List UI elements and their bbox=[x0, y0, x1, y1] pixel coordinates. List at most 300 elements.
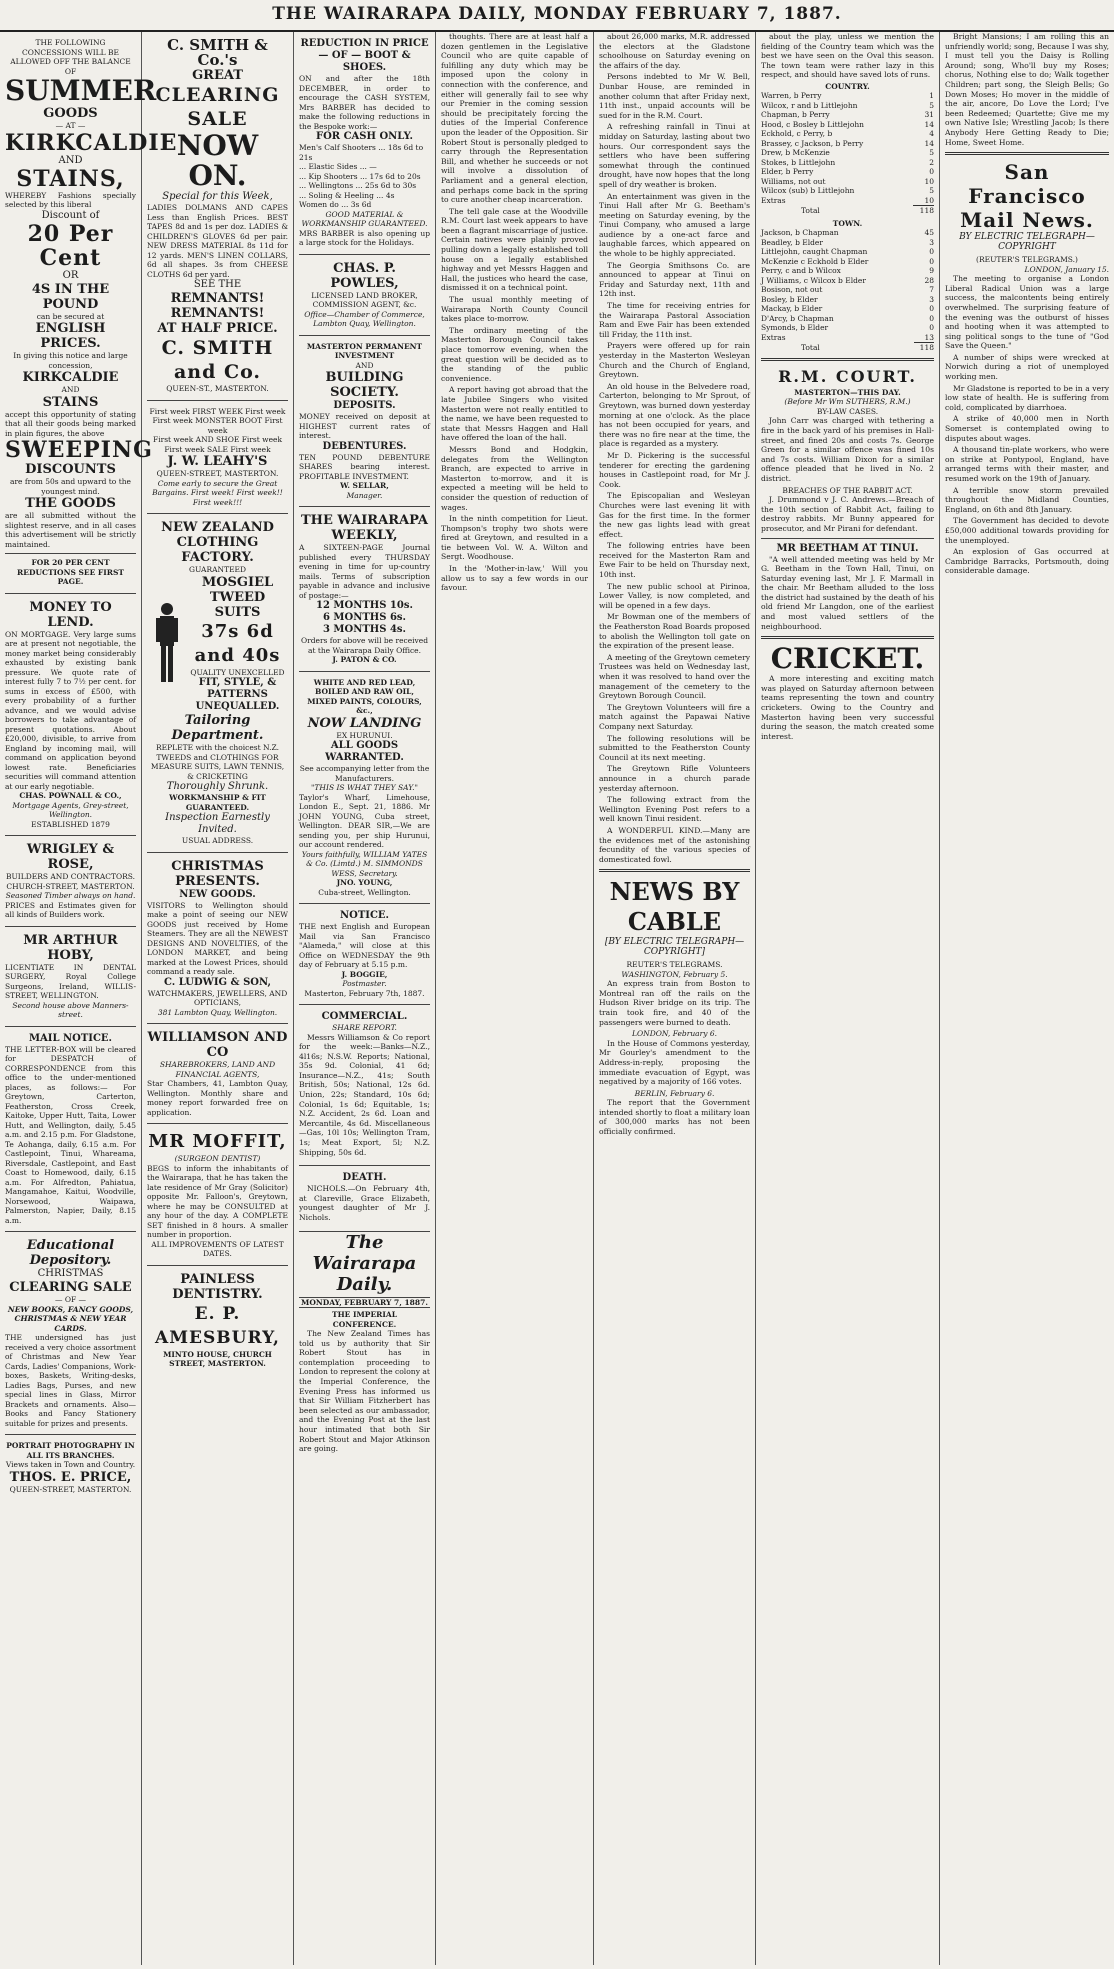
news-paragraph: The following extract from the Wellington Evening Post refers to a well known Tinui resident. bbox=[599, 795, 750, 824]
sf-paragraph: A strike of 40,000 men in North Somerset is contemplated owing to disputes about wages. bbox=[945, 414, 1109, 443]
commercial-body: Messrs Williamson & Co report for the week:—Banks—N.Z., 4l16s; N.S.W. Reports; National, 35s 9d. Colonial, 41 6d; Insurance—N.Z., 41s; South British, 50s; National, 12s 6d. Union, 22s; Standard, 10s 6d; Colonial, 1s 6d; Equitable, 1s; N.Z. Accident, 2s 6d. Loan and Mercantile, 4s 6d. Miscellaneous—Gas, 10l 10s; Wellington Tram, 1s; Meat Export, 5l; N.Z. Shipping, 50s 6d. bbox=[299, 1032, 430, 1157]
batsman-name: Hood, c Bosley b Littlejohn bbox=[761, 119, 864, 129]
powles-title: CHAS. P. POWLES, bbox=[330, 260, 399, 291]
score-row bbox=[761, 266, 934, 276]
batsman-runs: 5 bbox=[929, 100, 934, 110]
batsman-runs: 0 bbox=[929, 247, 934, 257]
depository-body: THE undersigned has just received a very choice assortment of Christmas and New Year Cards, Ladies' Companions, Work-boxes, Baskets, Writing-desks, Ladies Bags, Purses, and new special lines in Glass, Mirror Brackets and ornaments. Also—Books and Fancy Stationery suitable for prizes and presents. bbox=[5, 1333, 136, 1428]
notice-body: THE next English and European Mail via San Francisco "Alameda," will close at this Office on WEDNESDAY the 9th day of February at 5.15 p.m. bbox=[299, 922, 430, 969]
news-paragraph: A refreshing rainfall in Tinui at midday on Saturday, lasting about two hours. Our correspondent says the settlers who have been suffering somewhat through the continued drought, have now hopes that the long spell of dry weather is broken. bbox=[599, 122, 750, 189]
commercial-section bbox=[299, 1005, 430, 1166]
score-row bbox=[761, 177, 934, 187]
ad-and2: AND bbox=[61, 385, 80, 394]
batsman-name: Drew, b McKenzie bbox=[761, 148, 830, 158]
reduction-forcash: FOR CASH ONLY. bbox=[315, 131, 414, 142]
editorial bbox=[299, 1232, 430, 1454]
wrigley-title: WRIGLEY & ROSE, bbox=[26, 842, 115, 872]
moffit-sub: (SURGEON DENTIST) bbox=[174, 1154, 261, 1163]
score-row bbox=[761, 238, 934, 248]
price-addr: QUEEN-STREET, MASTERTON. bbox=[9, 1484, 132, 1494]
money-body: ON MORTGAGE. Very large sums are at present not negotiable, the money market being considerably exhausted by existing bank pressure. We quote rate of interest fully 7 to 7½ per cent. for sums in excess of £500, with every probability of a further advance, and we would advise borrowers to take advantage of present quotations. About £20,000, divisible, to arrive from England by incoming mail, will command on application beyond lowest rate. Beneficiaries securities will command attention at our early negotiable. bbox=[5, 629, 136, 791]
weekly-m12: 12 MONTHS 10s. bbox=[316, 600, 413, 611]
rm-court-paragraph: John Carr was charged with tethering a fire in the back yard of his premises in Hall-street, and fined 20s and costs 7s. George Green for a similar offence was fined 10s and 7s costs. William Dixon for a similar offence pleaded that he lived in No. 2 district. bbox=[761, 416, 934, 484]
powles-ad bbox=[299, 255, 430, 336]
smith-great: GREAT bbox=[192, 68, 243, 83]
paper-date: MONDAY, FEBRUARY 7, 1887. bbox=[299, 1297, 430, 1309]
painless-addr: MINTO HOUSE, CHURCH STREET, MASTERTON. bbox=[163, 1349, 272, 1368]
score-row bbox=[761, 120, 934, 130]
ad-pound: 4S IN THE POUND bbox=[31, 281, 110, 312]
batsman-name: Beadley, b Elder bbox=[761, 237, 823, 247]
article-paragraph: thoughts. There are at least half a dozen gentlemen in the Legislative Council who are quite capable of fulfilling any duty which may be imposed upon the colony in connection with the conference, and either will generally fail to see why our Premier in the coming session should be precipitately forcing the duties of the Imperial Conference upon the leader of the Opposition. Sir Robert Stout is personally pledged to carry through the Representation Bill, and whether he succeeds or not will involve a dissolution of Parliament and a general election, and perhaps come back in the spring to cure another cheap incarceration. bbox=[441, 32, 588, 205]
news-paragraph: The Episcopalian and Wesleyan Churches were last evening lit with Gas for the first time. In the former the new gas lights lead with great effect. bbox=[599, 491, 750, 539]
news-paragraph: The Greytown Rifle Volunteers announce in a church parade yesterday afternoon. bbox=[599, 764, 750, 793]
ad-english: ENGLISH PRICES. bbox=[35, 321, 106, 351]
christmas-firm: C. LUDWIG & SON, bbox=[164, 976, 271, 988]
score-total-row bbox=[761, 206, 934, 216]
price-name: THOS. E. PRICE, bbox=[9, 1469, 132, 1485]
ad-discount: Discount of bbox=[41, 209, 100, 221]
batsman-name: Bosley, b Elder bbox=[761, 294, 818, 304]
column-4 bbox=[436, 32, 594, 1965]
batsman-name: Wilcox, r and b Littlejohn bbox=[761, 100, 858, 110]
mail-close-notice bbox=[299, 904, 430, 1005]
wrigley-ad bbox=[5, 836, 136, 927]
lead-line2: BOILED AND RAW OIL, bbox=[314, 687, 415, 696]
cable-dateline: WASHINGTON, February 5. bbox=[621, 969, 728, 979]
mail-body: THE LETTER-BOX will be cleared for DESPATCH of CORRESPONDENCE from this office to the under-mentioned places, as follows:— For Greytown, Carterton, Featherston, Cross Creek, Kaitoke, Upper Hutt, Taita, Lower Hutt, and Wellington, daily, 5.45 a.m. and 2.15 p.m. For Gladstone, Te Aohanga, daily, 6.15 a.m. For Castlepoint, Tinui, Whareama, Riversdale, Castlepoint, and East Coast to Homewood, daily, 6.15 a.m. For Alfredton, Pahiatua, Mangamahoe, Kaitui, Woodville, Norsewood, Waipawa, Palmerston, Napier, Daily, 8.15 a.m. bbox=[5, 1044, 136, 1225]
paper-title: The Wairarapa Daily. bbox=[312, 1231, 417, 1295]
christmas-addr: 381 Lambton Quay, Wellington. bbox=[157, 1007, 278, 1017]
smith-items: LADIES DOLMANS AND CAPES Less than English Prices. BEST TAPES 8d and 1s per doz. LADIES & CHILDREN'S GLOVES 6d per pair. NEW DRESS MATERIAL 8s 11d for 12 yards. MEN'S LINEN COLLARS, 6d all shapes. 3s from CHEESE CLOTHS 6d per yard. bbox=[147, 203, 288, 279]
powles-office: Office—Chamber of Commerce, Lambton Quay, Wellington. bbox=[304, 309, 425, 328]
moffit-body: BEGS to inform the inhabitants of the Wairarapa, that he has taken the late residence of Mr Gray (Solicitor) opposite Mr. Falloon's, Greytown, where he may be CONSULTED at any hour of the day. A COMPLETE SET finished in 8 hours. A smaller number in proportion. bbox=[147, 1163, 288, 1239]
smith-special: Special for this Week, bbox=[162, 191, 273, 202]
notice-date: Masterton, February 7th, 1887. bbox=[304, 988, 425, 998]
cable-dateline: LONDON, February 6. bbox=[632, 1029, 717, 1039]
wrigley-addr: CHURCH-STREET, MASTERTON. bbox=[6, 881, 135, 891]
society-deb: DEBENTURES. bbox=[322, 440, 407, 452]
ad-discounts: DISCOUNTS bbox=[25, 462, 116, 477]
batsman-name: Warren, b Perry bbox=[761, 91, 822, 101]
reduction-body: ON and after the 18th DECEMBER, in order to encourage the CASH SYSTEM, Mrs BARBER has decided to make the following reductions in the Bespoke work:— bbox=[299, 74, 430, 131]
leahy-ad bbox=[147, 401, 288, 515]
total-label: Total bbox=[801, 343, 820, 353]
score-row bbox=[761, 186, 934, 196]
score-row bbox=[761, 257, 934, 267]
ad-body5: are all submitted without the slightest reserve, and in all cases this advertisement will be strictly maintained. bbox=[5, 511, 136, 549]
weekly-body: A SIXTEEN-PAGE Journal published every THURSDAY evening in time for up-country mails. Terms of subscription payable in advance and inclusive of postage:— bbox=[299, 543, 430, 600]
clothing-usual: USUAL ADDRESS. bbox=[181, 836, 254, 845]
smith-see: SEE THE bbox=[193, 279, 242, 290]
batsman-runs: 7 bbox=[929, 285, 934, 295]
score-row bbox=[761, 101, 934, 111]
score-row bbox=[761, 323, 934, 333]
score-row bbox=[761, 314, 934, 324]
article-paragraph: Messrs Bond and Hodgkin, delegates from the Wellington Branch, are expected to arrive in Masterton to-morrow, and it is expected a meeting will be held to consider the question of reduction of wages. bbox=[441, 444, 588, 512]
score-row bbox=[761, 110, 934, 120]
weekly-ad bbox=[299, 507, 430, 672]
mail-notice bbox=[5, 1027, 136, 1233]
masthead: THE WAIRARAPA DAILY, MONDAY FEBRUARY 7, 1887. bbox=[0, 0, 1114, 32]
sf-paragraph: The Government has decided to devote £50,000 additional towards providing for the unemployed. bbox=[945, 516, 1109, 545]
weekly-title: THE WAIRARAPA WEEKLY, bbox=[300, 513, 429, 543]
batsman-name: Perry, c and b Wilcox bbox=[761, 266, 841, 276]
christmas-role: WATCHMAKERS, JEWELLERS, AND OPTICIANS, bbox=[147, 988, 288, 1007]
lead-ex: EX HURUNUI. bbox=[336, 730, 393, 740]
batsman-name: Extras bbox=[761, 333, 786, 343]
batsman-name: J Williams, c Wilcox b Elder bbox=[761, 275, 866, 285]
article-paragraph: In the ninth competition for Lieut. Thompson's trophy two shots were fired at Greytown, and resulted in a tie between Vol. W. A. Wilton and Sergt. Woodhouse. bbox=[441, 514, 588, 562]
batsman-name: Chapman, b Perry bbox=[761, 110, 830, 120]
price-line1: PORTRAIT PHOTOGRAPHY IN ALL ITS BRANCHES. bbox=[6, 1441, 135, 1460]
leahy-rows: First week FIRST WEEK First week First week MONSTER BOOT First week First week AND SHOE First week First week SALE First week bbox=[149, 406, 286, 454]
column-5 bbox=[594, 32, 756, 1965]
hoby-note: Second house above Manners-street. bbox=[12, 1000, 129, 1019]
ad-kirkcaldie: KIRKCALDIE bbox=[5, 129, 178, 156]
rm-court-paragraph: J. Drummond v J. C. Andrews.—Breach of the 10th section of Rabbit Act, failing to destroy rabbits. Mr Bunny appeared for prosecutor, and Mr Pirani for defendant. bbox=[761, 495, 934, 533]
beetham-paragraph: "A well attended meeting was held by Mr G. Beetham in the Town Hall, Tinui, on Saturday evening last, Mr J. F. Marmall in the chair. Mr Beetham alluded to the loss the district had sustained by the death of his old friend Mr Langdon, one of the earliest and most valued settlers of the neighbourhood. bbox=[761, 554, 934, 631]
news-paragraph: The Georgia Smithsons Co. are announced to appear at Tinui on Friday and Saturday next, 11th and 12th inst. bbox=[599, 260, 750, 299]
death-body: NICHOLS.—On February 4th, at Clareville, Grace Elizabeth, youngest daughter of Mr J. Nichols. bbox=[299, 1184, 430, 1222]
lead-see: See accompanying letter from the Manufacturers. bbox=[299, 764, 430, 783]
score-row bbox=[761, 304, 934, 314]
wrigley-note: Seasoned Timber always on hand. bbox=[5, 891, 136, 900]
country-heading: COUNTRY. bbox=[825, 81, 870, 91]
sf-paragraph: A terrible snow storm prevailed throughout the Midland Counties, England, on 6th and 8th January. bbox=[945, 485, 1109, 514]
batsman-runs: 2 bbox=[929, 157, 934, 167]
score-total-row bbox=[761, 343, 934, 353]
column-7 bbox=[940, 32, 1114, 1965]
clothing-quality: QUALITY UNEXCELLED bbox=[190, 667, 285, 677]
news-paragraph: The new public school at Pirinoa, Lower Valley, is now completed, and will be opened in a few days. bbox=[599, 581, 750, 610]
batsman-name: D'Arcy, b Chapman bbox=[761, 313, 834, 323]
score-row bbox=[761, 148, 934, 158]
man-in-suit-illustration bbox=[147, 599, 187, 689]
reduction-list: Men's Calf Shooters ... 18s 6d to 21s ... Elastic Sides ... — ... Kip Shooters ... 17s 6d to 20s ... Wellingtons ... 25s 6d to 30s ... Soling & Heeling ... 4s Women do ... 3s 6d bbox=[299, 143, 424, 209]
smith-remnants: REMNANTS! REMNANTS! bbox=[170, 291, 265, 321]
paper-body: The New Zealand Times has told us by authority that Sir Robert Stout has in contemplation proceeding to London to represent the colony at the Imperial Conference, the Evening Press has informed us that Sir William Fitzherbert has been selected as our ambassador, and the Evening Post at the last hour intimated that both Sir Robert Stout and Major Atkinson are going. bbox=[299, 1329, 430, 1454]
ad-at: — AT — bbox=[55, 121, 86, 130]
smith-name: C. SMITH & Co.'s bbox=[167, 36, 268, 69]
score-row bbox=[761, 295, 934, 305]
batsman-runs: 28 bbox=[924, 275, 934, 285]
batsman-name: McKenzie c Eckhold b Elder bbox=[761, 256, 869, 266]
moffit-note: ALL IMPROVEMENTS OF LATEST DATES. bbox=[151, 1239, 284, 1258]
depository-sub: CHRISTMAS bbox=[37, 1268, 104, 1279]
hoby-ad bbox=[5, 927, 136, 1027]
depository-clearing: CLEARING SALE bbox=[9, 1280, 132, 1295]
cricket-title: CRICKET. bbox=[770, 642, 925, 676]
ad-goods: GOODS bbox=[43, 106, 98, 121]
depository-of: — OF — bbox=[54, 1295, 87, 1304]
mail-title: MAIL NOTICE. bbox=[28, 1032, 113, 1044]
column-2 bbox=[142, 32, 294, 1965]
ad-or: OR bbox=[62, 269, 79, 281]
clothing-price: 37s 6d and 40s bbox=[194, 620, 281, 666]
notice-title: NOTICE. bbox=[339, 910, 390, 921]
lead-addr: Cuba-street, Wellington. bbox=[318, 887, 411, 897]
batsman-runs: 5 bbox=[929, 148, 934, 158]
sf-agency: (REUTER'S TELEGRAMS.) bbox=[976, 255, 1078, 265]
ad-body2: In giving this notice and large concession, bbox=[13, 351, 128, 370]
weekly-m3: 3 MONTHS 4s. bbox=[322, 624, 407, 635]
reduction-note: GOOD MATERIAL & WORKMANSHIP GUARANTEED. bbox=[301, 209, 428, 228]
batsman-runs: 0 bbox=[929, 323, 934, 333]
smith-half: AT HALF PRICE. bbox=[157, 321, 278, 336]
lead-name: JNO. YOUNG, bbox=[336, 878, 393, 887]
batsman-name: Williams, not out bbox=[761, 176, 826, 186]
batsman-runs: 0 bbox=[929, 167, 934, 177]
painless-dentistry-ad bbox=[147, 1266, 288, 1375]
batsman-name: Wilcox (sub) b Littlejohn bbox=[761, 186, 855, 196]
cable-paragraph: In the House of Commons yesterday, Mr Gourley's amendment to the Address-in-reply, proposing the immediate evacuation of Egypt, was negatived by a majority of 166 votes. bbox=[599, 1038, 750, 1087]
ad-thegoods: THE GOODS bbox=[25, 496, 116, 511]
batsman-name: Mackay, b Elder bbox=[761, 304, 823, 314]
batsman-runs: 0 bbox=[929, 256, 934, 266]
article-paragraph: In the 'Mother-in-law,' Will you allow us to say a few words in our favour. bbox=[441, 564, 588, 593]
rm-court-sub: MASTERTON—THIS DAY. bbox=[794, 387, 901, 397]
cricket-paragraph: A more interesting and exciting match was played on Saturday afternoon between teams representing the town and country cricketers. Owing to the Country and Masterton having been very successful during the season, the match created some interest. bbox=[761, 674, 934, 741]
moffit-title: MR MOFFIT, bbox=[148, 1131, 287, 1152]
country-scorecard bbox=[761, 91, 934, 216]
depository-title: Educational Depository. bbox=[26, 1238, 115, 1268]
town-scorecard bbox=[761, 228, 934, 353]
batsman-name: Bosison, not out bbox=[761, 285, 823, 295]
lead-line1: WHITE AND RED LEAD, bbox=[313, 677, 416, 687]
lead-sign: Yours faithfully, WILLIAM YATES & Co. (Limtd.) M. SIMMONDS WESS, Secretary. bbox=[301, 849, 428, 878]
money-est: ESTABLISHED 1879 bbox=[31, 819, 110, 829]
williamson-sub: SHAREBROKERS, LAND AND FINANCIAL AGENTS, bbox=[159, 1060, 276, 1079]
ad-intro: THE FOLLOWING CONCESSIONS WILL BE ALLOWED OFF THE BALANCE OF bbox=[10, 38, 131, 76]
sf-paragraph: The meeting to organise a London Liberal Radical Union was a large success, the malcontents being entirely overwhelmed. The surprising feature of the evening was the outburst of hisses and hooting when it was attempted to sing political songs to the tune of "God Save the Queen." bbox=[945, 274, 1109, 351]
clothing-fit: FIT, STYLE, & PATTERNS UNEQUALLED. bbox=[195, 677, 280, 712]
ad-stains: STAINS, bbox=[16, 165, 125, 192]
society-title1: MASTERTON PERMANENT INVESTMENT bbox=[306, 341, 423, 360]
cable-dateline: BERLIN, February 6. bbox=[634, 1088, 715, 1098]
ad-and: AND bbox=[58, 154, 83, 166]
lead-body: Taylor's Wharf, Limehouse, London E., Sept. 21, 1886. Mr JOHN YOUNG, Cuba street, Wellington. DEAR SIR,—We are sending you, per ship Hurunui, our account rendered. bbox=[299, 792, 430, 849]
score-row bbox=[761, 129, 934, 139]
clothing-tailoring: Tailoring Department. bbox=[171, 713, 264, 743]
notice-name: J. BOGGIE, bbox=[341, 969, 388, 979]
score-row bbox=[761, 91, 934, 101]
score-row bbox=[761, 228, 934, 238]
reduction-title: REDUCTION IN PRICE bbox=[300, 38, 429, 49]
score-row bbox=[761, 285, 934, 295]
wrigley-body: PRICES and Estimates given for all kinds of Builders work. bbox=[5, 900, 136, 919]
total-runs: 118 bbox=[914, 343, 934, 353]
money-to-lend-ad bbox=[5, 594, 136, 837]
clothing-suits: MOSGIEL TWEED SUITS bbox=[201, 574, 274, 620]
society-title2: AND bbox=[355, 360, 374, 370]
batsman-runs: 14 bbox=[924, 138, 934, 148]
batsman-runs: 14 bbox=[924, 119, 934, 129]
beetham-title: MR BEETHAM AT TINUI. bbox=[776, 542, 919, 554]
score-row bbox=[761, 158, 934, 168]
column-6 bbox=[756, 32, 940, 1965]
sf-title: San Francisco Mail News. bbox=[960, 160, 1094, 233]
batsman-runs: 13 bbox=[924, 332, 934, 342]
weekly-name: J. PATON & CO. bbox=[332, 655, 397, 664]
batsman-name: Brassey, c Jackson, b Perry bbox=[761, 138, 864, 148]
ad-kirk2: KIRKCALDIE bbox=[22, 370, 119, 385]
batsman-name: Elder, b Perry bbox=[761, 167, 814, 177]
ad-summer: SUMMER bbox=[5, 74, 157, 107]
batsman-runs: 45 bbox=[924, 228, 934, 238]
sf-sub: BY ELECTRIC TELEGRAPH—COPYRIGHT bbox=[959, 232, 1095, 253]
batsman-name: Eckhold, c Perry, b bbox=[761, 129, 833, 139]
smith-sale-ad bbox=[147, 32, 288, 401]
batsman-runs: 31 bbox=[924, 110, 934, 120]
leahy-addr: QUEEN-STREET, MASTERTON. bbox=[156, 469, 279, 478]
clothing-replete: REPLETE with the choicest N.Z. TWEEDS and CLOTHINGS FOR MEASURE SUITS, LAWN TENNIS, & CRICKETING bbox=[150, 743, 285, 781]
paper-heading: THE IMPERIAL CONFERENCE. bbox=[332, 1310, 397, 1329]
hoby-title: MR ARTHUR HOBY, bbox=[23, 932, 118, 963]
news-paragraph: about 26,000 marks, M.R. addressed the electors at the Gladstone schoolhouse on Saturday evening on the affairs of the day. bbox=[599, 32, 750, 70]
batsman-runs: 1 bbox=[929, 91, 934, 101]
batsman-name: Extras bbox=[761, 196, 786, 206]
ad-body3: accept this opportunity of stating that all their goods being marked in plain figures, the above bbox=[5, 409, 136, 438]
painless-name: E. P. AMESBURY, bbox=[155, 1303, 280, 1348]
commercial-sub: SHARE REPORT. bbox=[332, 1023, 397, 1032]
lead-line3: MIXED PAINTS, COLOURS, &c., bbox=[307, 696, 422, 715]
sf-paragraph: A number of ships were wrecked at Norwich during a riot of unemployed working men. bbox=[945, 352, 1109, 382]
society-body: MONEY received on deposit at HIGHEST current rates of interest. bbox=[299, 412, 430, 440]
ad-footer: FOR 20 PER CENT REDUCTIONS SEE FIRST PAGE. bbox=[17, 558, 124, 586]
batsman-name: Jackson, b Chapman bbox=[761, 228, 839, 238]
christmas-sub: NEW GOODS. bbox=[179, 888, 256, 900]
batsman-runs: 0 bbox=[929, 313, 934, 323]
cable-paragraph: The report that the Government intended shortly to float a military loan of 300,000 marks has not been officially confirmed. bbox=[599, 1098, 750, 1136]
news-paragraph: Mr D. Pickering is the successful tenderer for erecting the gardening houses in Castlepoint road, for Mr J. Cook. bbox=[599, 450, 750, 489]
score-row bbox=[761, 247, 934, 257]
society-body2: TEN POUND DEBENTURE SHARES bearing interest. PROFITABLE INVESTMENT. bbox=[299, 452, 430, 481]
total-runs: 118 bbox=[913, 206, 934, 216]
money-title: MONEY TO LEND. bbox=[29, 599, 112, 630]
notice-role: Postmaster. bbox=[342, 979, 387, 988]
christmas-body: VISITORS to Wellington should make a point of seeing our NEW GOODS just received by Home Steamers. They are all the NEWEST DESIGNS AND NOVELTIES, of the LONDON MARKET, and being marked at the Lowest Prices, should command a ready sale. bbox=[147, 900, 288, 976]
batsman-name: Littlejohn, caught Chapman bbox=[761, 247, 868, 257]
sf-paragraph: A thousand tin-plate workers, who were on strike at Pontypool, England, have arranged terms with their master, and resumed work on the 19th of January. bbox=[945, 445, 1109, 483]
kirkcaldie-summer-ad bbox=[5, 32, 178, 594]
total-label: Total bbox=[801, 206, 820, 216]
rm-court-before: (Before Mr Wm SUTHERS, R.M.) bbox=[784, 397, 911, 407]
article-paragraph: The ordinary meeting of the Masterton Borough Council takes place tomorrow evening, when the great question will be decided as to the standing of the public convenience. bbox=[441, 325, 588, 383]
christmas-presents-ad bbox=[147, 853, 288, 1025]
news-paragraph: A WONDERFUL KIND.—Many are the evidences met of the astonishing fecundity of the various species of domesticated fowl. bbox=[599, 825, 750, 864]
cable-agency: REUTER'S TELEGRAMS. bbox=[626, 960, 723, 970]
smith-clearing: CLEARING SALE bbox=[155, 84, 280, 130]
wrigley-sub: BUILDERS AND CONTRACTORS. bbox=[5, 872, 136, 881]
batsman-runs: 3 bbox=[929, 237, 934, 247]
building-society-ad bbox=[299, 336, 430, 508]
article-paragraph: The tell gale case at the Woodville R.M. Court last week appears to have been a flagrant miscarriage of justice. Certain natives were plainly proved pulling down a legally established toll house on a legally established highway and yet Messrs Haggen and Hall, the justices who heard the case, dismissed it on a technical point. bbox=[441, 206, 588, 293]
news-paragraph: An entertainment was given in the Tinui Hall after Mr G. Beetham's meeting on Saturday evening, by the Tinui Company, who amused a large audience by a one-act farce and laughable farces, which appeared on the whole to be highly appreciated. bbox=[599, 191, 750, 259]
lead-all: ALL GOODS WARRANTED. bbox=[325, 740, 404, 763]
batsman-runs: 10 bbox=[924, 176, 934, 186]
score-row bbox=[761, 167, 934, 177]
lead-quote: "THIS IS WHAT THEY SAY." bbox=[310, 783, 419, 792]
clothing-workmanship: WORKMANSHIP & FIT GUARANTEED. bbox=[169, 793, 266, 812]
boot-reduction-ad bbox=[299, 32, 430, 255]
sf-paragraph: Mr Gladstone is reported to be in a very low state of health. He is suffering from cold, complicated by diarrhoea. bbox=[945, 383, 1109, 412]
town-heading: TOWN. bbox=[832, 218, 863, 228]
news-paragraph: The following resolutions will be submitted to the Featherston County Council at its next meeting. bbox=[599, 733, 750, 762]
money-firm: CHAS. POWNALL & CO., bbox=[19, 791, 122, 800]
batsman-runs: 4 bbox=[929, 129, 934, 139]
williamson-ad bbox=[147, 1024, 288, 1124]
depository-ad bbox=[5, 1232, 136, 1435]
score-row bbox=[761, 276, 934, 286]
price-line2: Views taken in Town and Country. bbox=[5, 1460, 136, 1469]
score-row bbox=[761, 139, 934, 149]
news-paragraph: Persons indebted to Mr W. Bell, Dunbar House, are reminded in another column that after Friday next, 11th inst., unpaid accounts will be sued for in the R.M. Court. bbox=[599, 72, 750, 120]
news-paragraph: The time for receiving entries for the Wairarapa Pastoral Association Ram and Ewe Fair has been extended till Friday, the 11th inst. bbox=[599, 301, 750, 339]
column-3 bbox=[294, 32, 436, 1965]
leahy-name: J. W. LEAHY'S bbox=[167, 454, 268, 469]
cable-sub: [BY ELECTRIC TELEGRAPH—COPYRIGHT] bbox=[604, 937, 745, 958]
death-title: DEATH. bbox=[342, 1172, 387, 1184]
clothing-shrunk: Thoroughly Shrunk. bbox=[166, 781, 269, 792]
cricket-paragraph: about the play, unless we mention the fielding of the Country team which was the best we have seen on the Oval this season. The town team were rather lazy in this respect, and should have saved lots of runs. bbox=[761, 32, 934, 80]
society-role: Manager. bbox=[346, 490, 383, 500]
painless-title: PAINLESS DENTISTRY. bbox=[172, 1271, 263, 1302]
lead-landing: NOW LANDING bbox=[307, 715, 422, 731]
column-1 bbox=[0, 32, 178, 1965]
clothing-factory-ad bbox=[147, 514, 288, 853]
clothing-invited: Inspection Earnestly Invited. bbox=[165, 812, 270, 835]
williamson-body: Star Chambers, 41, Lambton Quay, Wellington. Monthly share and money report forwarded free on application. bbox=[147, 1079, 288, 1117]
hoby-body: LICENTIATE IN DENTAL SURGERY, Royal College Surgeons, Ireland, WILLIS-STREET, WELLINGTON. bbox=[5, 962, 136, 1000]
batsman-runs: 3 bbox=[929, 294, 934, 304]
smith-addr: QUEEN-ST., MASTERTON. bbox=[166, 384, 269, 393]
reduction-note2: MRS BARBER is also opening up a large stock for the Holidays. bbox=[299, 228, 430, 247]
news-paragraph: An old house in the Belvedere road, Carterton, belonging to Mr Sprout, of Greytown, was burned down yesterday morning at one o'clock. As the place has not been occupied for years, and there was no fire near at the time, the place is regarded as a mystery. bbox=[599, 381, 750, 449]
news-paragraph: The following entries have been received for the Masterton Ram and Ewe Fair to be held on Thursday next, 10th inst. bbox=[599, 541, 750, 580]
batsman-runs: 0 bbox=[929, 304, 934, 314]
score-row bbox=[761, 333, 934, 343]
news-paragraph: Mr Bowman one of the members of the Featherston Road Boards proposed to abolish the Wellington toll gate on the expiration of the present lease. bbox=[599, 612, 750, 651]
rm-court-breach: BREACHES OF THE RABBIT ACT. bbox=[782, 485, 913, 495]
sf-dateline: LONDON, January 15. bbox=[1024, 264, 1109, 274]
ad-reckoned: can be secured at bbox=[36, 311, 105, 321]
clothing-guar: GUARANTEED bbox=[188, 565, 247, 574]
news-paragraph: A meeting of the Greytown cemetery Trustees was held on Wednesday last, when it was resolved to hand over the management of the cemetery to the Greytown Borough Council. bbox=[599, 652, 750, 701]
article-paragraph: The usual monthly meeting of Wairarapa North County Council takes place to-morrow. bbox=[441, 295, 588, 324]
batsman-runs: 10 bbox=[924, 195, 934, 205]
weekly-note: Orders for above will be received at the Wairarapa Daily Office. bbox=[300, 636, 429, 655]
jubilee-paragraph: Bright Mansions; I am rolling this an unfriendly world; song, Because I was shy, I must tell you the Daisy is Rolling Around; song, Who'll buy my Roses; chorus, Nothing else to do; Walk together Children; part song, the Sleigh Bells; Go Down Moses; Ho mover in the middle of the air, ancore, Do Love the Lord; I've been Redeemed; Quartette; Give me my own Native Isle; Wrestling Jacob; Is there Anybody Here Getting Ready to Die; Home, Sweet Home. bbox=[945, 32, 1109, 147]
cable-title: NEWS BY CABLE bbox=[609, 877, 740, 937]
williamson-title: WILLIAMSON AND CO bbox=[147, 1030, 288, 1060]
money-role: Mortgage Agents, Grey-street, Wellington. bbox=[12, 800, 129, 819]
clothing-title: NEW ZEALAND CLOTHING FACTORY. bbox=[161, 520, 274, 565]
price-ad bbox=[5, 1435, 136, 1500]
batsman-runs: 5 bbox=[929, 186, 934, 196]
ad-sweeping: SWEEPING bbox=[5, 437, 153, 463]
ad-body4: are from 50s and upward to the youngest mind. bbox=[9, 477, 131, 496]
news-paragraph: The Greytown Volunteers will fire a match against the Papawai Native Company next Saturday. bbox=[599, 702, 750, 731]
news-paragraph: Prayers were offered up for rain yesterday in the Masterton Wesleyan Church and the Church of England, Greytown. bbox=[599, 341, 750, 380]
society-deposits: DEPOSITS. bbox=[333, 400, 396, 411]
smith-now: NOW ON. bbox=[176, 129, 259, 192]
batsman-runs: 9 bbox=[929, 266, 934, 276]
batsman-name: Symonds, b Elder bbox=[761, 323, 829, 333]
commercial-title: COMMERCIAL. bbox=[321, 1011, 408, 1022]
death-notice bbox=[299, 1166, 430, 1231]
smith-name2: C. SMITH and Co. bbox=[161, 337, 274, 383]
